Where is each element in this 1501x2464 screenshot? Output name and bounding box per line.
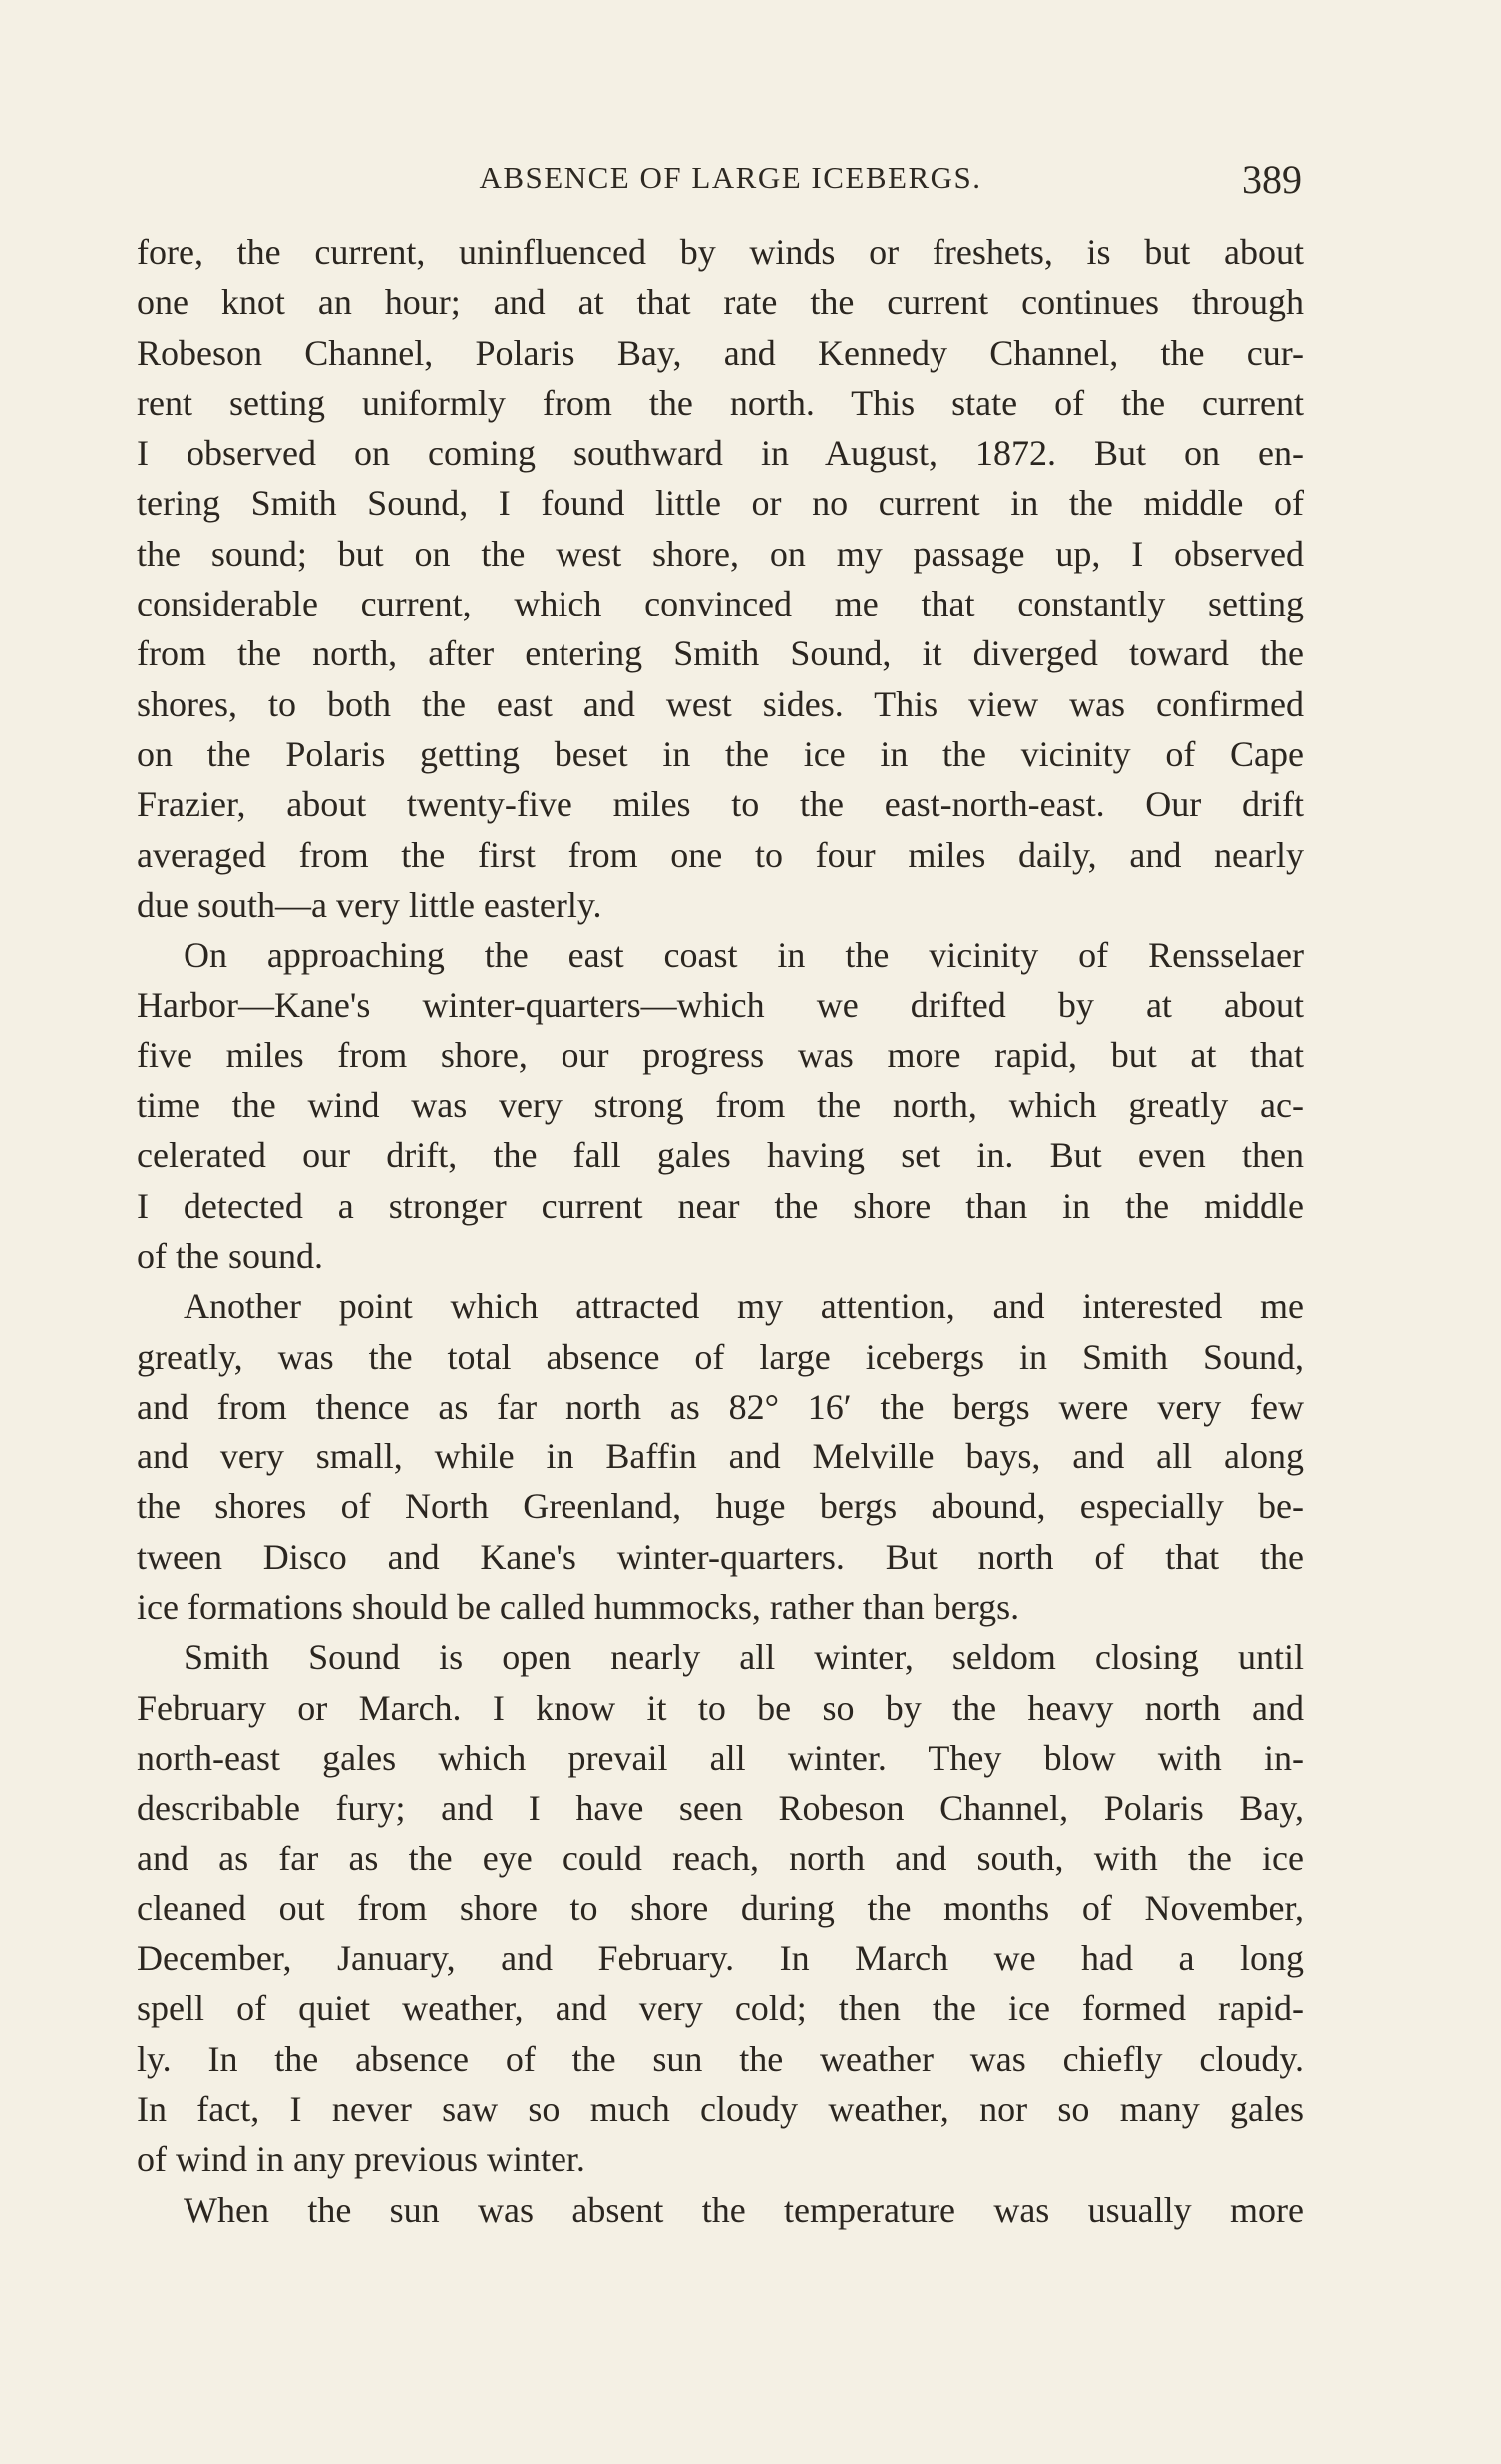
- text-line: and very small, while in Baffin and Melville bays, and all along: [137, 1437, 1304, 1477]
- text-line: one knot an hour; and at that rate the current continues through: [137, 282, 1304, 323]
- text-line: celerated our drift, the fall gales having set in. But even then: [137, 1135, 1304, 1176]
- text-line: February or March. I know it to be so by the heavy north and: [137, 1687, 1304, 1728]
- text-line: tween Disco and Kane's winter-quarters. But north of that the: [137, 1536, 1304, 1577]
- text-line: and as far as the eye could reach, north and south, with the ice: [137, 1838, 1304, 1878]
- text-line: the sound; but on the west shore, on my passage up, I observed: [137, 533, 1304, 574]
- running-head: [0, 157, 1501, 209]
- text-line: of the sound.: [137, 1235, 323, 1276]
- text-line: ice formations should be called hummocks, rather than bergs.: [137, 1587, 1020, 1628]
- text-line: on the Polaris getting beset in the ice in the vicinity of Cape: [137, 733, 1304, 774]
- text-line: due south—a very little easterly.: [137, 884, 602, 925]
- text-line: the shores of North Greenland, huge bergs abound, especially be-: [137, 1486, 1304, 1527]
- text-line: greatly, was the total absence of large icebergs in Smith Sound,: [137, 1336, 1304, 1377]
- text-line: Frazier, about twenty-five miles to the east-north-east. Our drift: [137, 784, 1304, 825]
- text-line: fore, the current, uninfluenced by winds or freshets, is but about: [137, 232, 1304, 272]
- running-title: ABSENCE OF LARGE ICEBERGS.: [479, 160, 982, 195]
- paragraph-start-line: Another point which attracted my attention, and interested me: [184, 1286, 1304, 1327]
- text-line: spell of quiet weather, and very cold; then the ice formed rapid-: [137, 1988, 1304, 2029]
- text-line: considerable current, which convinced me that constantly setting: [137, 584, 1304, 624]
- text-line: from the north, after entering Smith Sound, it diverged toward the: [137, 633, 1304, 674]
- text-line: describable fury; and I have seen Robeson Channel, Polaris Bay,: [137, 1788, 1304, 1829]
- text-line: In fact, I never saw so much cloudy weather, nor so many gales: [137, 2088, 1304, 2129]
- text-line: north-east gales which prevail all winter. They blow with in-: [137, 1737, 1304, 1778]
- text-line: averaged from the first from one to four miles daily, and nearly: [137, 834, 1304, 875]
- body-text: [137, 227, 1304, 2235]
- text-line: Robeson Channel, Polaris Bay, and Kennedy Channel, the cur-: [137, 332, 1304, 373]
- text-line: shores, to both the east and west sides. This view was confirmed: [137, 683, 1304, 724]
- paragraph-start-line: Smith Sound is open nearly all winter, seldom closing until: [184, 1637, 1304, 1678]
- text-line: rent setting uniformly from the north. This state of the current: [137, 382, 1304, 423]
- text-line: and from thence as far north as 82° 16′ the bergs were very few: [137, 1386, 1304, 1427]
- text-line: I detected a stronger current near the shore than in the middle: [137, 1185, 1304, 1226]
- paragraph-start-line: When the sun was absent the temperature was usually more: [184, 2189, 1304, 2230]
- paragraph-start-line: On approaching the east coast in the vicinity of Rensselaer: [184, 935, 1304, 976]
- text-line: ly. In the absence of the sun the weather was chiefly cloudy.: [137, 2038, 1304, 2079]
- text-line: cleaned out from shore to shore during the months of November,: [137, 1887, 1304, 1928]
- text-line: I observed on coming southward in August, 1872. But on en-: [137, 433, 1304, 474]
- text-line: tering Smith Sound, I found little or no current in the middle of: [137, 483, 1304, 524]
- text-line: time the wind was very strong from the north, which greatly ac-: [137, 1085, 1304, 1126]
- page-number: 389: [1242, 157, 1302, 202]
- text-line: December, January, and February. In March we had a long: [137, 1938, 1304, 1979]
- text-line: Harbor—Kane's winter-quarters—which we drifted by at about: [137, 985, 1304, 1026]
- text-line: of wind in any previous winter.: [137, 2139, 585, 2180]
- text-line: five miles from shore, our progress was more rapid, but at that: [137, 1034, 1304, 1075]
